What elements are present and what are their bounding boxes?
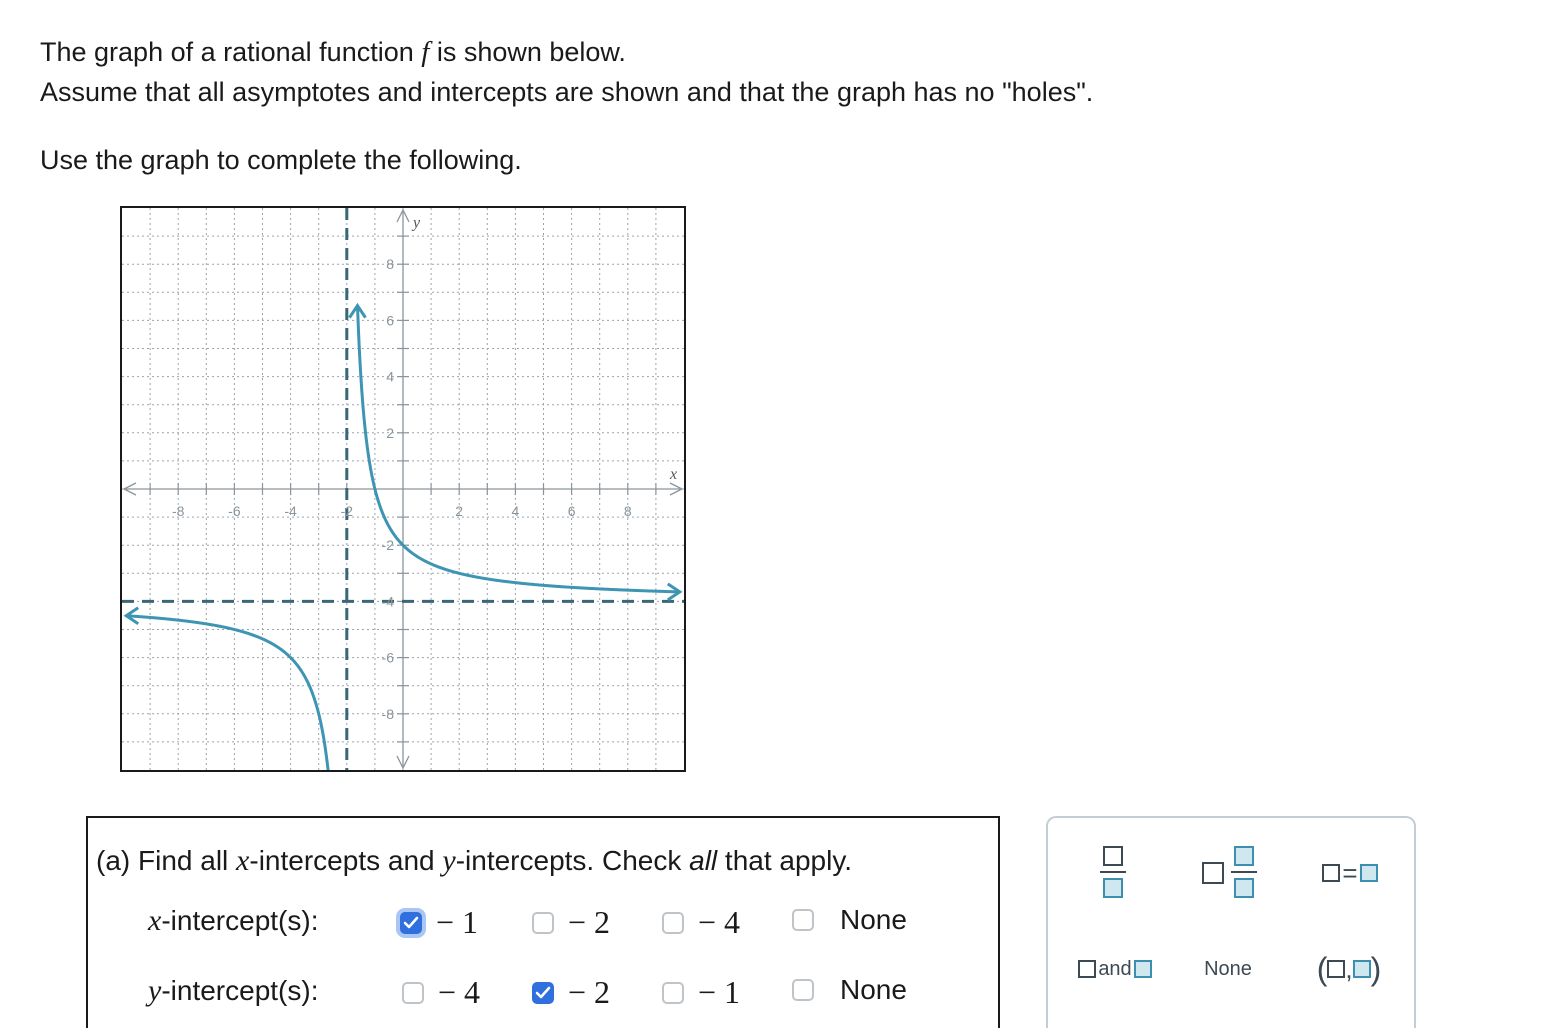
question-panel <box>86 816 1000 1028</box>
axes <box>124 210 682 768</box>
graph-panel <box>120 206 686 772</box>
box-icon <box>1322 864 1340 882</box>
y-option-neg4[interactable]: − 4 <box>402 974 480 1011</box>
left-branch <box>126 616 335 770</box>
y-tick-label: -4 <box>381 593 394 610</box>
y-tick-label: -8 <box>381 705 394 722</box>
x-intercepts-label: x-intercept(s): <box>148 904 319 937</box>
y-axis-label: y <box>413 214 421 232</box>
y-option-none-checkbox[interactable] <box>792 979 814 1001</box>
x-tick-label: 8 <box>623 503 632 519</box>
y-intercepts-label: y-intercept(s): <box>148 974 319 1007</box>
mixed-number-icon <box>1199 844 1259 900</box>
intro-line-1 <box>40 36 626 69</box>
box-icon <box>1078 960 1096 978</box>
y-tick-label: -2 <box>381 537 394 554</box>
y-tick-label: 4 <box>386 368 394 385</box>
box-icon <box>1360 864 1378 882</box>
x-option-neg2-checkbox[interactable] <box>532 912 554 934</box>
box-icon <box>1327 960 1345 978</box>
ordered-pair-button[interactable]: ( , ) <box>1316 950 1382 987</box>
and-button[interactable]: and <box>1070 946 1160 992</box>
x-tick-label: 4 <box>511 503 520 519</box>
x-axis-label: x <box>669 466 678 483</box>
y-tick-label: -6 <box>381 649 394 666</box>
y-tick-label: 8 <box>386 256 394 273</box>
function-f: f <box>421 36 430 68</box>
x-option-none-checkbox[interactable] <box>792 909 814 931</box>
y-tick-label: 2 <box>386 424 394 441</box>
check-icon <box>403 916 419 930</box>
y-tick-label: 6 <box>386 312 394 329</box>
y-option-neg2-checkbox[interactable] <box>532 982 554 1004</box>
fraction-icon <box>1098 844 1128 900</box>
x-option-neg1[interactable]: − 1 <box>400 904 478 941</box>
intro-text: The graph of a rational function <box>40 37 422 67</box>
check-icon <box>535 986 551 1000</box>
x-tick-label: 2 <box>455 503 464 519</box>
intro-line-3: Use the graph to complete the following. <box>40 145 522 175</box>
mixed-number-button[interactable] <box>1194 842 1264 902</box>
y-option-none[interactable]: None <box>792 974 907 1006</box>
rational-function-graph <box>122 208 684 770</box>
x-option-none[interactable]: None <box>792 904 907 936</box>
box-icon <box>1134 960 1152 978</box>
x-tick-label: -6 <box>228 503 241 519</box>
none-button[interactable]: None <box>1204 957 1252 980</box>
y-option-neg4-checkbox[interactable] <box>402 982 424 1004</box>
fraction-button[interactable] <box>1088 842 1138 902</box>
equation-button[interactable]: = <box>1310 848 1390 898</box>
intro-text: is shown below. <box>429 37 626 67</box>
y-option-neg1-checkbox[interactable] <box>662 982 684 1004</box>
x-option-neg2[interactable]: − 2 <box>532 904 610 941</box>
math-palette <box>1046 816 1416 1028</box>
x-tick-label: -2 <box>340 503 354 519</box>
x-tick-label: -4 <box>284 503 297 519</box>
intro-line-2: Assume that all asymptotes and intercepts are shown and that the graph has no "holes". <box>40 77 1094 107</box>
y-option-neg2[interactable]: − 2 <box>532 974 610 1011</box>
x-option-neg4[interactable]: − 4 <box>662 904 740 941</box>
box-icon <box>1353 960 1371 978</box>
x-tick-label: -8 <box>171 503 185 519</box>
y-option-neg1[interactable]: − 1 <box>662 974 740 1011</box>
x-option-neg4-checkbox[interactable] <box>662 912 684 934</box>
x-tick-label: 6 <box>567 503 576 519</box>
x-option-neg1-checkbox[interactable] <box>400 912 422 934</box>
question-title: (a) Find all x-intercepts and y-intercepts. Check all that apply. <box>96 844 853 877</box>
